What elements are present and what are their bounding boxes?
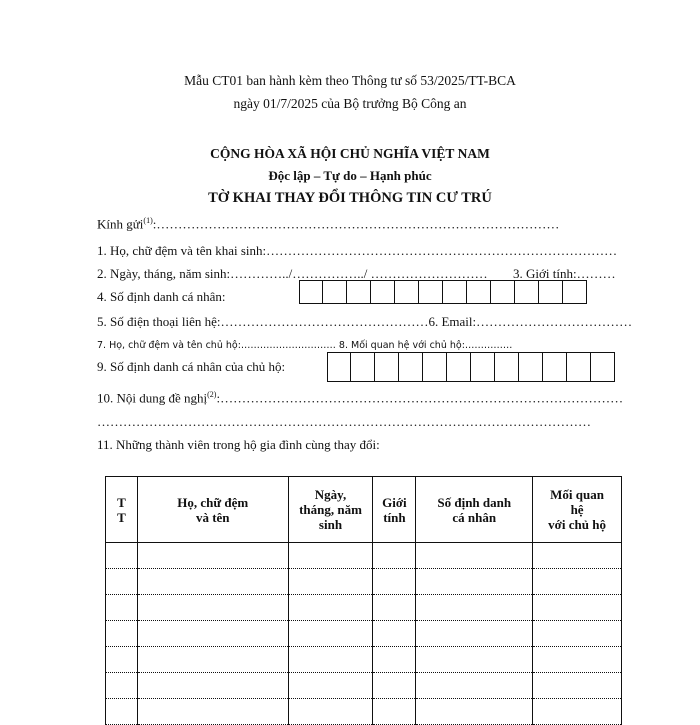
table-row[interactable] xyxy=(106,543,622,569)
id-digit-box[interactable] xyxy=(491,280,515,304)
table-cell[interactable] xyxy=(373,699,416,725)
request-content-dots[interactable]: :………………………………………………………………………………… xyxy=(216,390,624,406)
form-note-line2: ngày 01/7/2025 của Bộ trưởng Bộ Công an xyxy=(233,96,467,111)
table-cell[interactable] xyxy=(416,673,533,699)
col-header-name-line2: và tên xyxy=(195,509,230,525)
col-header-name xyxy=(137,477,288,543)
head-id-digit-box[interactable] xyxy=(519,352,543,382)
col-header-relationship xyxy=(533,477,622,543)
table-cell[interactable] xyxy=(533,699,622,725)
table-cell[interactable] xyxy=(137,621,288,647)
request-content-label: 10. Nội dung đề nghị xyxy=(97,390,208,406)
kinh-gui-footnote: (1) xyxy=(143,216,153,225)
table-cell[interactable] xyxy=(533,647,622,673)
field-request-content[interactable] xyxy=(97,390,623,406)
col-header-personal-id xyxy=(416,477,533,543)
form-note-line1: Mẫu CT01 ban hành kèm theo Thông tư số 53/2025/TT-BCA xyxy=(184,73,516,88)
table-cell[interactable] xyxy=(288,569,373,595)
id-digit-box[interactable] xyxy=(323,280,347,304)
table-cell[interactable] xyxy=(106,569,138,595)
table-cell[interactable] xyxy=(137,647,288,673)
field-gender[interactable]: 3. Giới tính:……… xyxy=(513,266,616,281)
table-cell[interactable] xyxy=(106,699,138,725)
table-cell[interactable] xyxy=(416,543,533,569)
table-cell[interactable] xyxy=(106,621,138,647)
table-cell[interactable] xyxy=(416,699,533,725)
id-digit-box[interactable] xyxy=(299,280,323,304)
table-cell[interactable] xyxy=(416,647,533,673)
table-cell[interactable] xyxy=(416,569,533,595)
kinh-gui-line xyxy=(97,216,559,232)
col-header-dob-line1: Ngày, xyxy=(314,487,347,502)
head-id-boxes[interactable] xyxy=(327,352,615,382)
head-id-digit-box[interactable] xyxy=(471,352,495,382)
page-title: TỜ KHAI THAY ĐỔI THÔNG TIN CƯ TRÚ xyxy=(208,190,492,206)
table-cell[interactable] xyxy=(373,569,416,595)
table-row[interactable] xyxy=(106,621,622,647)
head-id-digit-box[interactable] xyxy=(399,352,423,382)
head-id-digit-box[interactable] xyxy=(423,352,447,382)
table-cell[interactable] xyxy=(533,621,622,647)
table-cell[interactable] xyxy=(373,647,416,673)
col-header-id-line1: Số định danh xyxy=(437,494,512,510)
field-personal-id-label: 4. Số định danh cá nhân: xyxy=(97,289,226,304)
kinh-gui-dots[interactable]: :………………………………………………………………………………… xyxy=(152,216,560,232)
col-header-tt xyxy=(106,477,138,543)
table-cell[interactable] xyxy=(533,673,622,699)
national-motto: Độc lập – Tự do – Hạnh phúc xyxy=(268,168,432,183)
table-cell[interactable] xyxy=(137,569,288,595)
country-name: CỘNG HÒA XÃ HỘI CHỦ NGHĨA VIỆT NAM xyxy=(210,146,490,161)
field-household-head[interactable]: 7. Họ, chữ đệm và tên chủ hộ:………………………… 8. Mối quan hệ với chủ hộ:…………… xyxy=(97,340,513,351)
id-digit-box[interactable] xyxy=(539,280,563,304)
table-row[interactable] xyxy=(106,647,622,673)
col-header-tt-line1: T xyxy=(117,494,126,510)
table-cell[interactable] xyxy=(137,595,288,621)
table-cell[interactable] xyxy=(106,673,138,699)
personal-id-boxes[interactable] xyxy=(299,280,587,304)
kinh-gui-label: Kính gửi xyxy=(97,216,144,232)
head-id-digit-box[interactable] xyxy=(375,352,399,382)
field-head-id-label: 9. Số định danh cá nhân của chủ hộ: xyxy=(97,359,286,374)
head-id-digit-box[interactable] xyxy=(447,352,471,382)
head-id-digit-box[interactable] xyxy=(351,352,375,382)
table-row[interactable] xyxy=(106,569,622,595)
col-header-dob-line2: tháng, năm xyxy=(299,502,362,517)
col-header-dob-line3: sinh xyxy=(318,517,343,532)
table-row[interactable] xyxy=(106,699,622,725)
col-header-gender xyxy=(373,477,416,543)
id-digit-box[interactable] xyxy=(563,280,587,304)
col-header-tt-line2: T xyxy=(117,509,126,525)
head-id-digit-box[interactable] xyxy=(327,352,351,382)
table-cell[interactable] xyxy=(288,621,373,647)
col-header-id-line2: cá nhân xyxy=(452,509,497,525)
table-cell[interactable] xyxy=(373,543,416,569)
table-cell[interactable] xyxy=(106,595,138,621)
table-cell[interactable] xyxy=(288,595,373,621)
table-cell[interactable] xyxy=(373,673,416,699)
table-cell[interactable] xyxy=(288,647,373,673)
id-digit-box[interactable] xyxy=(443,280,467,304)
request-content-dots-line2[interactable]: …………………………………………………………………………………………………… xyxy=(97,414,591,429)
table-row[interactable] xyxy=(106,595,622,621)
field-date-of-birth[interactable]: 2. Ngày, tháng, năm sinh:…………../……………../ ……………………… xyxy=(97,266,488,281)
id-digit-box[interactable] xyxy=(419,280,443,304)
table-cell[interactable] xyxy=(137,699,288,725)
table-cell[interactable] xyxy=(288,699,373,725)
field-members-label: 11. Những thành viên trong hộ gia đình cùng thay đổi: xyxy=(97,437,380,452)
table-cell[interactable] xyxy=(373,621,416,647)
table-header-row xyxy=(106,477,622,543)
members-table xyxy=(105,476,622,725)
col-header-dob xyxy=(288,477,373,543)
table-cell[interactable] xyxy=(106,543,138,569)
id-digit-box[interactable] xyxy=(467,280,491,304)
id-digit-box[interactable] xyxy=(395,280,419,304)
table-row[interactable] xyxy=(106,673,622,699)
id-digit-box[interactable] xyxy=(515,280,539,304)
table-cell[interactable] xyxy=(533,595,622,621)
head-id-digit-box[interactable] xyxy=(495,352,519,382)
head-id-digit-box[interactable] xyxy=(543,352,567,382)
col-header-rel-line3: với chủ hộ xyxy=(548,517,606,532)
table-cell[interactable] xyxy=(137,673,288,699)
field-phone-email[interactable]: 5. Số điện thoại liên hệ:…………………………………………6. Email:……………………………… xyxy=(97,314,633,329)
id-digit-box[interactable] xyxy=(371,280,395,304)
col-header-rel-line1: Mối quan xyxy=(550,487,604,502)
id-digit-box[interactable] xyxy=(347,280,371,304)
col-header-name-line1: Họ, chữ đệm xyxy=(177,494,249,510)
table-cell[interactable] xyxy=(288,543,373,569)
table-cell[interactable] xyxy=(137,543,288,569)
table-cell[interactable] xyxy=(416,595,533,621)
table-cell[interactable] xyxy=(106,647,138,673)
table-cell[interactable] xyxy=(416,621,533,647)
head-id-digit-box[interactable] xyxy=(591,352,615,382)
field-full-name[interactable]: 1. Họ, chữ đệm và tên khai sinh:……………………………………………………………………… xyxy=(97,243,618,258)
table-cell[interactable] xyxy=(533,569,622,595)
table-cell[interactable] xyxy=(373,595,416,621)
col-header-gender-line2: tính xyxy=(383,509,406,525)
col-header-gender-line1: Giới xyxy=(382,494,407,510)
request-content-footnote: (2) xyxy=(207,390,217,399)
table-cell[interactable] xyxy=(288,673,373,699)
col-header-rel-line2: hệ xyxy=(570,502,584,517)
table-cell[interactable] xyxy=(533,543,622,569)
head-id-digit-box[interactable] xyxy=(567,352,591,382)
